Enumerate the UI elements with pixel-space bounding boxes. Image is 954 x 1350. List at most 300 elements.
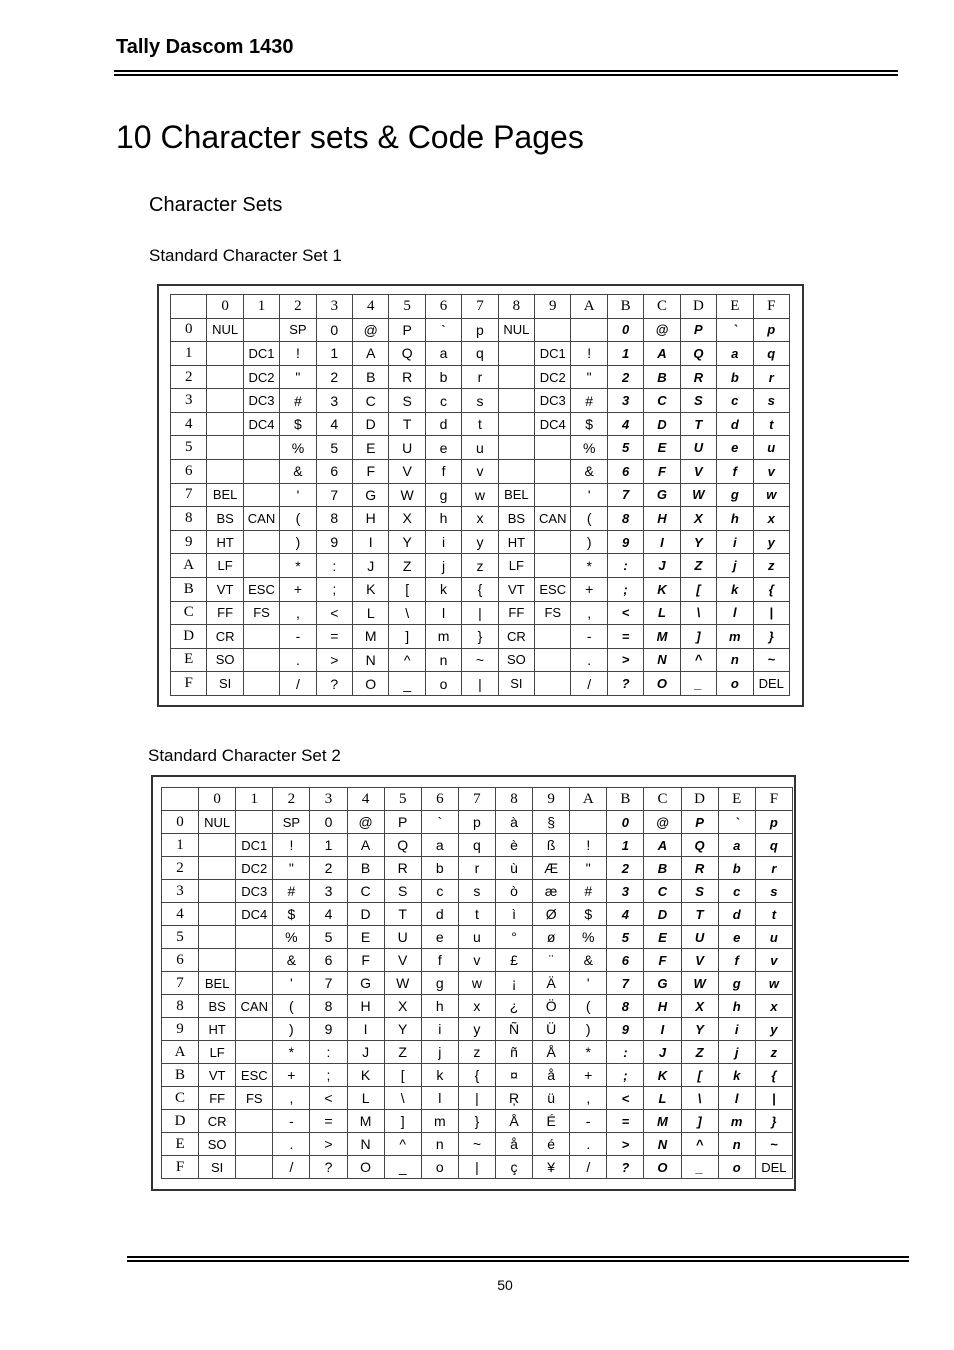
char-cell: ? <box>310 1156 347 1179</box>
char-cell: 8 <box>607 995 644 1018</box>
char-cell <box>243 648 279 672</box>
char-cell: # <box>273 880 310 903</box>
char-cell: BS <box>207 507 243 531</box>
char-cell: HT <box>207 530 243 554</box>
char-cell: : <box>310 1041 347 1064</box>
corner-cell <box>162 788 199 811</box>
char-cell: s <box>753 389 790 413</box>
char-cell: 2 <box>607 857 644 880</box>
char-cell: 7 <box>607 972 644 995</box>
character-set-1-table <box>170 294 790 696</box>
column-header: E <box>718 788 755 811</box>
char-cell: g <box>421 972 458 995</box>
char-cell: _ <box>389 672 425 696</box>
char-cell: - <box>273 1110 310 1133</box>
char-cell: ù <box>495 857 532 880</box>
row-header: F <box>162 1156 199 1179</box>
char-cell: O <box>644 672 680 696</box>
char-cell: } <box>755 1110 792 1133</box>
char-cell: C <box>347 880 384 903</box>
char-cell: { <box>462 577 498 601</box>
char-cell: ; <box>316 577 352 601</box>
char-cell: N <box>347 1133 384 1156</box>
char-cell: > <box>607 648 643 672</box>
char-cell: ) <box>571 530 607 554</box>
char-cell: ^ <box>680 648 716 672</box>
char-cell: B <box>353 365 389 389</box>
char-cell: k <box>421 1064 458 1087</box>
char-cell: C <box>644 389 680 413</box>
char-cell: £ <box>495 949 532 972</box>
char-cell: å <box>533 1064 570 1087</box>
char-cell: S <box>389 389 425 413</box>
table-row <box>171 625 790 649</box>
char-cell <box>199 926 236 949</box>
char-cell: > <box>607 1133 644 1156</box>
char-cell: y <box>753 530 790 554</box>
char-cell <box>535 436 571 460</box>
char-cell: é <box>533 1133 570 1156</box>
char-cell: x <box>753 507 790 531</box>
row-header: 2 <box>171 365 207 389</box>
char-cell: i <box>425 530 461 554</box>
column-header: A <box>571 295 607 319</box>
char-cell: NUL <box>498 318 534 342</box>
char-cell: _ <box>680 672 716 696</box>
char-cell: 2 <box>316 365 352 389</box>
char-cell: $ <box>570 903 607 926</box>
column-header: 1 <box>236 788 273 811</box>
row-header: B <box>162 1064 199 1087</box>
char-cell: } <box>462 625 498 649</box>
char-cell: / <box>280 672 316 696</box>
char-cell: ¤ <box>495 1064 532 1087</box>
char-cell <box>243 554 279 578</box>
char-cell: HT <box>498 530 534 554</box>
char-cell: K <box>644 1064 681 1087</box>
char-cell: ESC <box>535 577 571 601</box>
column-header: C <box>644 788 681 811</box>
char-cell: T <box>389 412 425 436</box>
char-cell: ESC <box>243 577 279 601</box>
char-cell: $ <box>571 412 607 436</box>
char-cell: | <box>458 1087 495 1110</box>
char-cell: L <box>347 1087 384 1110</box>
char-cell: * <box>570 1041 607 1064</box>
table-row <box>162 1110 793 1133</box>
table-row <box>171 483 790 507</box>
char-cell: ] <box>384 1110 421 1133</box>
column-header: 2 <box>273 788 310 811</box>
char-cell: m <box>718 1110 755 1133</box>
char-cell: i <box>718 1018 755 1041</box>
char-cell: q <box>753 342 790 366</box>
char-cell: b <box>425 365 461 389</box>
char-cell: à <box>495 811 532 834</box>
char-cell: ) <box>280 530 316 554</box>
char-cell: 8 <box>310 995 347 1018</box>
char-cell: y <box>458 1018 495 1041</box>
set2-title: Standard Character Set 2 <box>148 746 341 765</box>
char-cell: æ <box>533 880 570 903</box>
char-cell: N <box>644 648 680 672</box>
char-cell <box>207 412 243 436</box>
char-cell: p <box>753 318 790 342</box>
char-cell: M <box>644 625 680 649</box>
char-cell: ( <box>570 995 607 1018</box>
char-cell: r <box>753 365 790 389</box>
row-header: 3 <box>162 880 199 903</box>
char-cell: Ö <box>533 995 570 1018</box>
table-row <box>171 412 790 436</box>
char-cell: s <box>458 880 495 903</box>
char-cell: ñ <box>495 1041 532 1064</box>
char-cell <box>207 460 243 484</box>
char-cell: 9 <box>316 530 352 554</box>
row-header: B <box>171 577 207 601</box>
char-cell: Ñ <box>495 1018 532 1041</box>
char-cell: B <box>347 857 384 880</box>
char-cell: 3 <box>310 880 347 903</box>
char-cell: SP <box>280 318 316 342</box>
char-cell: F <box>644 949 681 972</box>
char-cell: G <box>644 483 680 507</box>
char-cell: @ <box>644 318 680 342</box>
char-cell: n <box>425 648 461 672</box>
char-cell: G <box>347 972 384 995</box>
char-cell: Ø <box>533 903 570 926</box>
char-cell: CR <box>498 625 534 649</box>
char-cell: 6 <box>607 949 644 972</box>
char-cell: ~ <box>458 1133 495 1156</box>
char-cell: B <box>644 857 681 880</box>
char-cell: P <box>681 811 718 834</box>
char-cell: y <box>755 1018 792 1041</box>
char-cell: 0 <box>310 811 347 834</box>
char-cell: CAN <box>535 507 571 531</box>
char-cell: M <box>644 1110 681 1133</box>
char-cell: j <box>718 1041 755 1064</box>
char-cell: A <box>644 834 681 857</box>
char-cell: DC3 <box>535 389 571 413</box>
header-rule <box>114 70 898 76</box>
char-cell: c <box>421 880 458 903</box>
row-header: 5 <box>171 436 207 460</box>
char-cell <box>535 672 571 696</box>
table-row <box>171 554 790 578</box>
char-cell: L <box>644 1087 681 1110</box>
char-cell: p <box>462 318 498 342</box>
char-cell: 1 <box>310 834 347 857</box>
char-cell: i <box>421 1018 458 1041</box>
char-cell <box>236 926 273 949</box>
char-cell: Å <box>533 1041 570 1064</box>
column-header: 7 <box>458 788 495 811</box>
char-cell: CR <box>199 1110 236 1133</box>
char-cell: x <box>458 995 495 1018</box>
char-cell <box>207 389 243 413</box>
char-cell: q <box>755 834 792 857</box>
char-cell: : <box>607 554 643 578</box>
char-cell: 8 <box>607 507 643 531</box>
column-header: 9 <box>533 788 570 811</box>
char-cell: + <box>570 1064 607 1087</box>
char-cell: 9 <box>310 1018 347 1041</box>
char-cell: c <box>425 389 461 413</box>
char-cell: } <box>458 1110 495 1133</box>
char-cell: D <box>353 412 389 436</box>
char-cell: z <box>755 1041 792 1064</box>
char-cell: # <box>570 880 607 903</box>
char-cell: X <box>384 995 421 1018</box>
char-cell: K <box>353 577 389 601</box>
char-cell: Q <box>680 342 716 366</box>
char-cell: DC1 <box>535 342 571 366</box>
char-cell: Y <box>384 1018 421 1041</box>
char-cell: = <box>316 625 352 649</box>
char-cell: k <box>425 577 461 601</box>
char-cell <box>243 530 279 554</box>
char-cell: O <box>347 1156 384 1179</box>
table-row <box>171 601 790 625</box>
char-cell: Ŗ <box>495 1087 532 1110</box>
table-row <box>171 577 790 601</box>
char-cell: % <box>280 436 316 460</box>
char-cell: l <box>421 1087 458 1110</box>
char-cell: ) <box>570 1018 607 1041</box>
column-header: D <box>680 295 716 319</box>
char-cell: ^ <box>681 1133 718 1156</box>
char-cell: ~ <box>755 1133 792 1156</box>
char-cell: 4 <box>316 412 352 436</box>
char-cell <box>498 436 534 460</box>
section-title: Character Sets <box>149 194 283 216</box>
char-cell: C <box>644 880 681 903</box>
char-cell: 6 <box>607 460 643 484</box>
char-cell: g <box>425 483 461 507</box>
char-cell: | <box>462 672 498 696</box>
char-cell: LF <box>199 1041 236 1064</box>
char-cell: v <box>755 949 792 972</box>
row-header: E <box>162 1133 199 1156</box>
char-cell: ¡ <box>495 972 532 995</box>
char-cell: ! <box>571 342 607 366</box>
char-cell: D <box>644 903 681 926</box>
char-cell: Æ <box>533 857 570 880</box>
char-cell: R <box>384 857 421 880</box>
column-header: 8 <box>498 295 534 319</box>
table-row <box>162 1156 793 1179</box>
char-cell: e <box>425 436 461 460</box>
char-cell: B <box>644 365 680 389</box>
char-cell: $ <box>280 412 316 436</box>
table-row <box>162 857 793 880</box>
row-header: 9 <box>171 530 207 554</box>
char-cell: T <box>681 903 718 926</box>
char-cell: M <box>347 1110 384 1133</box>
char-cell: DC3 <box>243 389 279 413</box>
char-cell: a <box>717 342 753 366</box>
char-cell: G <box>353 483 389 507</box>
char-cell: a <box>718 834 755 857</box>
char-cell: DC3 <box>236 880 273 903</box>
char-cell: è <box>495 834 532 857</box>
char-cell: t <box>753 412 790 436</box>
char-cell: DC2 <box>243 365 279 389</box>
char-cell <box>243 672 279 696</box>
table-row <box>162 972 793 995</box>
char-cell: K <box>644 577 680 601</box>
char-cell: _ <box>384 1156 421 1179</box>
char-cell: $ <box>273 903 310 926</box>
row-header: 3 <box>171 389 207 413</box>
char-cell: ` <box>717 318 753 342</box>
char-cell: - <box>280 625 316 649</box>
char-cell: d <box>425 412 461 436</box>
char-cell: ~ <box>753 648 790 672</box>
char-cell: SI <box>207 672 243 696</box>
char-cell: f <box>425 460 461 484</box>
char-cell: + <box>280 577 316 601</box>
char-cell: = <box>607 1110 644 1133</box>
char-cell: [ <box>389 577 425 601</box>
char-cell: U <box>681 926 718 949</box>
char-cell: } <box>753 625 790 649</box>
char-cell: I <box>347 1018 384 1041</box>
char-cell: R <box>389 365 425 389</box>
char-cell: H <box>644 507 680 531</box>
char-cell: A <box>347 834 384 857</box>
char-cell: I <box>353 530 389 554</box>
char-cell: o <box>421 1156 458 1179</box>
char-cell: CAN <box>243 507 279 531</box>
char-cell: ' <box>273 972 310 995</box>
char-cell: o <box>718 1156 755 1179</box>
char-cell <box>199 903 236 926</box>
char-cell: O <box>644 1156 681 1179</box>
char-cell <box>243 483 279 507</box>
char-cell: 8 <box>316 507 352 531</box>
char-cell: 6 <box>316 460 352 484</box>
char-cell: f <box>421 949 458 972</box>
char-cell <box>535 648 571 672</box>
column-header: 7 <box>462 295 498 319</box>
char-cell: 7 <box>316 483 352 507</box>
char-cell: J <box>353 554 389 578</box>
char-cell: SO <box>207 648 243 672</box>
char-cell: l <box>425 601 461 625</box>
char-cell: 5 <box>310 926 347 949</box>
char-cell: Y <box>389 530 425 554</box>
char-cell: ` <box>425 318 461 342</box>
char-cell: q <box>462 342 498 366</box>
char-cell: m <box>425 625 461 649</box>
char-cell: # <box>280 389 316 413</box>
char-cell: p <box>755 811 792 834</box>
char-cell <box>236 1156 273 1179</box>
char-cell: LF <box>207 554 243 578</box>
char-cell: @ <box>644 811 681 834</box>
row-header: 0 <box>171 318 207 342</box>
column-header: C <box>644 295 680 319</box>
char-cell: Q <box>384 834 421 857</box>
char-cell: < <box>310 1087 347 1110</box>
char-cell: VT <box>199 1064 236 1087</box>
char-cell: a <box>425 342 461 366</box>
char-cell: [ <box>384 1064 421 1087</box>
char-cell: NUL <box>207 318 243 342</box>
char-cell: 0 <box>607 318 643 342</box>
char-cell: ¿ <box>495 995 532 1018</box>
char-cell: x <box>462 507 498 531</box>
char-cell: H <box>644 995 681 1018</box>
column-header: F <box>753 295 790 319</box>
char-cell: DC2 <box>236 857 273 880</box>
char-cell <box>535 625 571 649</box>
char-cell: X <box>389 507 425 531</box>
char-cell: m <box>421 1110 458 1133</box>
char-cell: @ <box>353 318 389 342</box>
char-cell: ; <box>607 1064 644 1087</box>
char-cell: ° <box>495 926 532 949</box>
char-cell: I <box>644 1018 681 1041</box>
char-cell: U <box>384 926 421 949</box>
char-cell: W <box>681 972 718 995</box>
table-row <box>171 436 790 460</box>
char-cell: C <box>353 389 389 413</box>
char-cell <box>236 972 273 995</box>
char-cell: BEL <box>199 972 236 995</box>
char-cell: ¥ <box>533 1156 570 1179</box>
char-cell: Q <box>389 342 425 366</box>
char-cell: L <box>353 601 389 625</box>
char-cell: | <box>755 1087 792 1110</box>
char-cell: g <box>717 483 753 507</box>
char-cell: K <box>347 1064 384 1087</box>
char-cell: b <box>421 857 458 880</box>
char-cell <box>535 554 571 578</box>
char-cell: m <box>717 625 753 649</box>
char-cell: ! <box>273 834 310 857</box>
char-cell: / <box>570 1156 607 1179</box>
char-cell: l <box>718 1087 755 1110</box>
column-header: 5 <box>389 295 425 319</box>
char-cell: " <box>570 857 607 880</box>
char-cell: S <box>680 389 716 413</box>
char-cell: { <box>458 1064 495 1087</box>
char-cell: FF <box>199 1087 236 1110</box>
char-cell <box>535 318 571 342</box>
char-cell: p <box>458 811 495 834</box>
char-cell: e <box>718 926 755 949</box>
char-cell: 3 <box>316 389 352 413</box>
char-cell: F <box>644 460 680 484</box>
char-cell: SO <box>498 648 534 672</box>
char-cell: > <box>316 648 352 672</box>
char-cell: & <box>570 949 607 972</box>
char-cell: N <box>644 1133 681 1156</box>
char-cell: FF <box>498 601 534 625</box>
char-cell <box>535 530 571 554</box>
char-cell: u <box>753 436 790 460</box>
row-header: 2 <box>162 857 199 880</box>
char-cell: V <box>384 949 421 972</box>
char-cell: H <box>347 995 384 1018</box>
char-cell: _ <box>681 1156 718 1179</box>
char-cell: 6 <box>310 949 347 972</box>
char-cell: [ <box>681 1064 718 1087</box>
char-cell <box>243 625 279 649</box>
